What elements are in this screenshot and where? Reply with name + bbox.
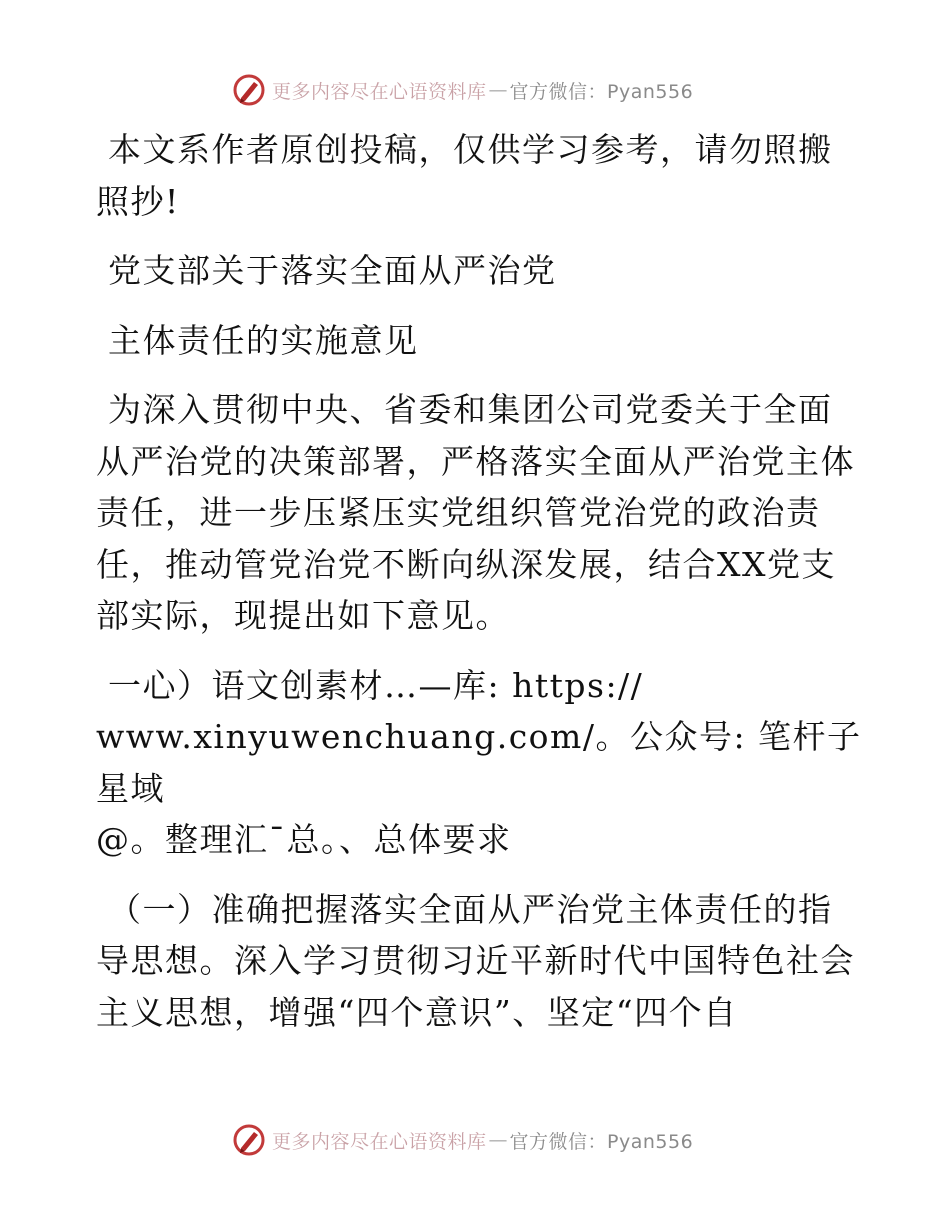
section-heading-paragraph: 一心）语文创素材…—库: https:// www.xinyuwenchuang.com/。公众号: 笔杆子星域 @。整理汇¯总。、总体要求: [96, 665, 862, 859]
watermark-wechat-text: 官方微信：Pyan556: [509, 80, 694, 103]
document-body: [96, 124, 876, 1038]
disclaimer-paragraph: 本文系作者原创投稿，仅供学习参考，请勿照搬 照抄!: [96, 130, 833, 221]
watermark-main-text: 更多内容尽在心语资料库: [272, 80, 487, 103]
title-line-1: 党支部关于落实全面从严治党: [96, 251, 557, 290]
pen-logo-icon: [232, 1123, 266, 1157]
watermark-dash: —: [488, 79, 508, 101]
watermark-main-text: 更多内容尽在心语资料库: [272, 1130, 487, 1153]
watermark-wechat-text: 官方微信：Pyan556: [509, 1130, 694, 1153]
intro-paragraph: 为深入贯彻中央、省委和集团公司党委关于全面 从严治党的决策部署，严格落实全面从严治党主体 责任，进一步压紧压实党组织管党治党的政治责 任，推动管党治党不断向纵深发展，结合XX党支 部实际，现提出如下意见。: [96, 390, 855, 635]
header-watermark: [232, 70, 693, 110]
title-line-2: 主体责任的实施意见: [96, 320, 419, 360]
footer-watermark: [232, 1120, 693, 1160]
guiding-ideology-paragraph: （一）准确把握落实全面从严治党主体责任的指 导思想。深入学习贯彻习近平新时代中国特色社会 主义思想，增强“四个意识”、坚定“四个自: [96, 889, 855, 1032]
watermark-dash: —: [488, 1129, 508, 1151]
pen-logo-icon: [232, 73, 266, 107]
